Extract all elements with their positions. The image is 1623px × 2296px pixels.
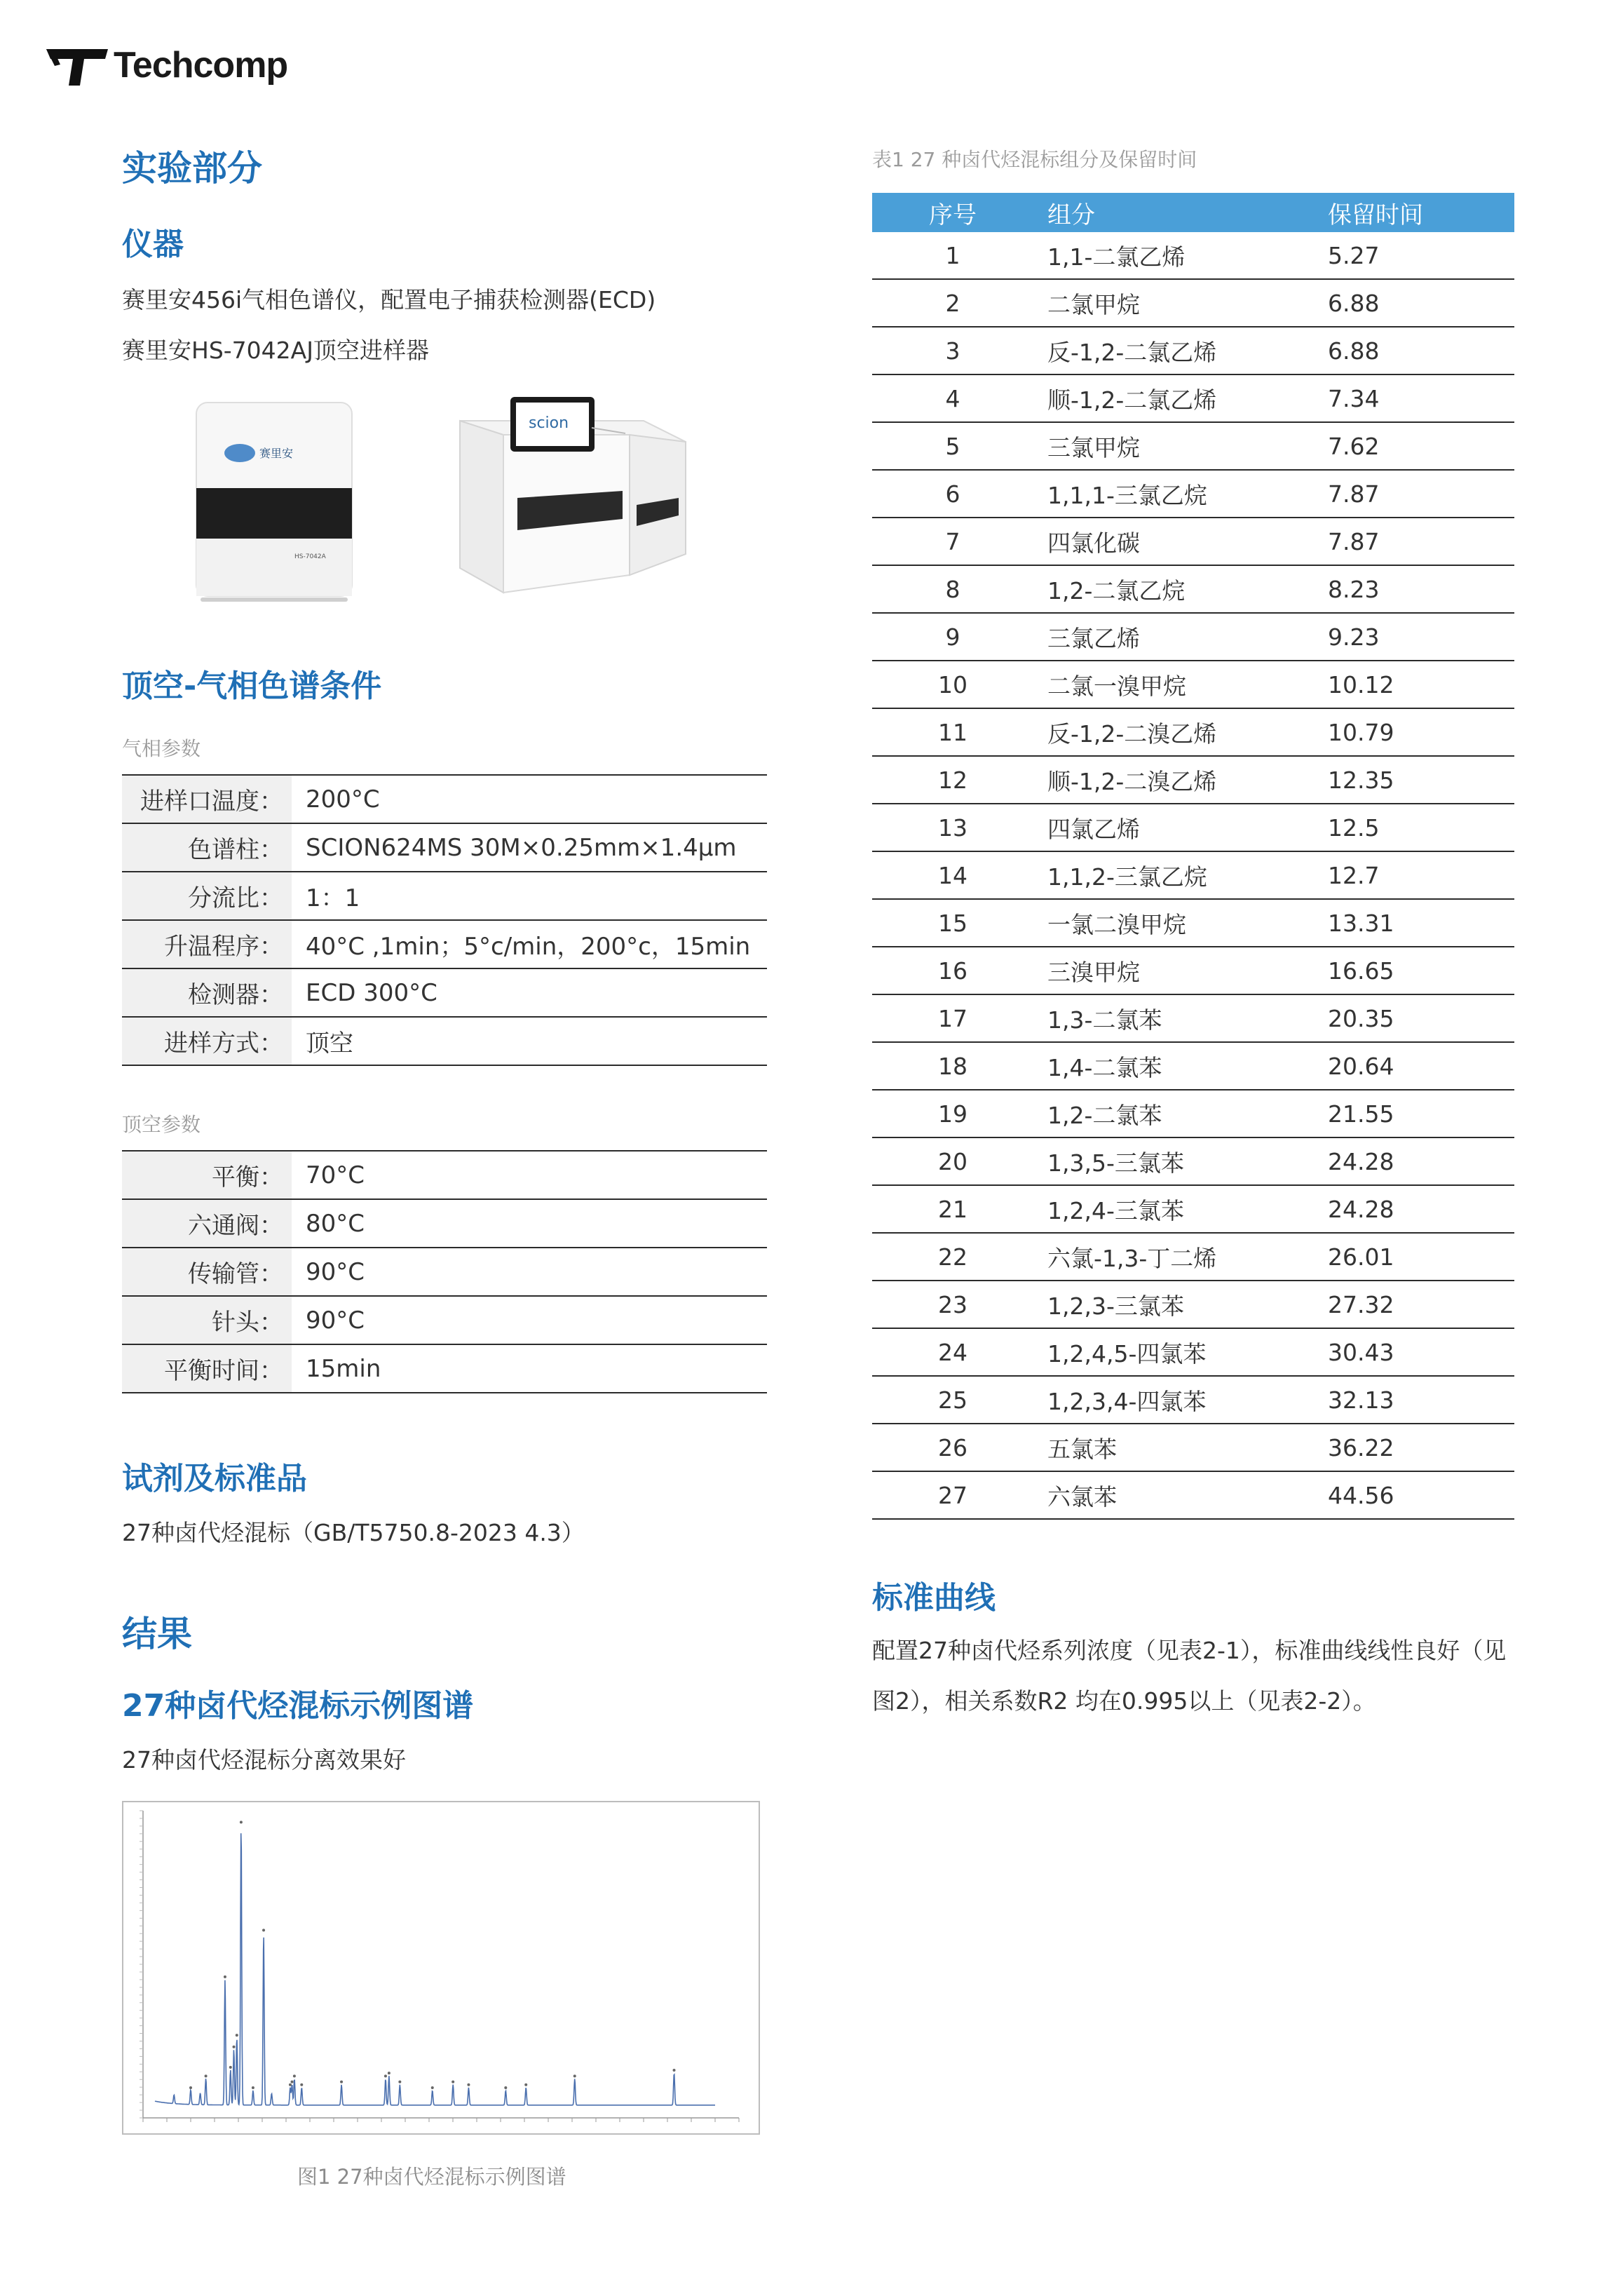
table-row <box>122 1199 767 1248</box>
cell-component: 1,3-二氯苯 <box>1033 994 1328 1042</box>
cell-component: 一氯二溴甲烷 <box>1033 899 1328 947</box>
cell-retention: 21.55 <box>1328 1090 1514 1137</box>
param-key: 传输管： <box>122 1248 292 1296</box>
header-retention: 保留时间 <box>1328 193 1514 232</box>
cell-component: 1,3,5-三氯苯 <box>1033 1137 1328 1185</box>
cell-component: 1,2,3-三氯苯 <box>1033 1281 1328 1328</box>
table-row <box>872 374 1514 422</box>
cell-component: 三氯乙烯 <box>1033 613 1328 661</box>
instrument-heading: 仪器 <box>122 227 184 262</box>
cell-index: 9 <box>872 613 1033 661</box>
cell-index: 24 <box>872 1328 1033 1376</box>
curve-line-1: 配置27种卤代烃系列浓度（见表2-1），标准曲线线性良好（见 <box>872 1637 1507 1664</box>
param-value: 90°C <box>292 1296 767 1344</box>
cell-component: 1,1,2-三氯乙烷 <box>1033 851 1328 899</box>
reagent-text: 27种卤代烃混标（GB/T5750.8-2023 4.3） <box>122 1519 585 1546</box>
table-row <box>872 947 1514 994</box>
cell-component: 顺-1,2-二氯乙烯 <box>1033 374 1328 422</box>
cell-index: 12 <box>872 756 1033 804</box>
param-key: 分流比： <box>122 872 292 920</box>
cell-component: 1,1,1-三氯乙烷 <box>1033 470 1328 518</box>
table-row <box>872 565 1514 613</box>
cell-retention: 10.12 <box>1328 661 1514 708</box>
table-row <box>872 851 1514 899</box>
table-row <box>872 661 1514 708</box>
peak-marker <box>229 2066 232 2069</box>
cell-retention: 24.28 <box>1328 1185 1514 1233</box>
table-row <box>872 804 1514 851</box>
peak-marker <box>205 2074 208 2077</box>
peak-marker <box>236 2034 238 2037</box>
cell-component: 1,2-二氯乙烷 <box>1033 565 1328 613</box>
table-row <box>122 872 767 920</box>
cell-retention: 7.87 <box>1328 470 1514 518</box>
cell-index: 8 <box>872 565 1033 613</box>
peak-marker <box>431 2086 434 2089</box>
cell-index: 17 <box>872 994 1033 1042</box>
table-row <box>122 775 767 823</box>
cell-index: 22 <box>872 1233 1033 1281</box>
conditions-heading: 顶空-气相色谱条件 <box>122 668 382 704</box>
cell-component: 1,2,4,5-四氯苯 <box>1033 1328 1328 1376</box>
instrument-line-2: 赛里安HS-7042AJ顶空进样器 <box>122 337 429 364</box>
gas-chromatograph-image <box>454 393 693 603</box>
cell-component: 二氯一溴甲烷 <box>1033 661 1328 708</box>
cell-index: 27 <box>872 1471 1033 1519</box>
param-value: SCION624MS 30M×0.25mm×1.4μm <box>292 823 767 872</box>
cell-component: 四氯化碳 <box>1033 518 1328 565</box>
peak-marker <box>573 2074 576 2077</box>
cell-retention: 12.5 <box>1328 804 1514 851</box>
table-row <box>872 518 1514 565</box>
table-row <box>872 1042 1514 1090</box>
cell-index: 26 <box>872 1424 1033 1471</box>
table-row <box>872 708 1514 756</box>
cell-component: 1,2,4-三氯苯 <box>1033 1185 1328 1233</box>
cell-index: 5 <box>872 422 1033 470</box>
cell-retention: 8.23 <box>1328 565 1514 613</box>
cell-component: 1,2-二氯苯 <box>1033 1090 1328 1137</box>
table-row <box>122 1017 767 1065</box>
peak-marker <box>384 2074 387 2077</box>
param-value: 40°C ,1min；5°c/min，200°c，15min <box>292 920 767 968</box>
peak-marker <box>504 2086 507 2089</box>
cell-component: 五氯苯 <box>1033 1424 1328 1471</box>
param-key: 进样口温度： <box>122 775 292 823</box>
peak-marker <box>467 2084 470 2086</box>
cell-retention: 6.88 <box>1328 327 1514 374</box>
cell-component: 1,4-二氯苯 <box>1033 1042 1328 1090</box>
cell-index: 18 <box>872 1042 1033 1090</box>
cell-index: 23 <box>872 1281 1033 1328</box>
cell-retention: 13.31 <box>1328 899 1514 947</box>
techcomp-logo-icon <box>45 43 109 87</box>
peak-marker <box>289 2084 292 2086</box>
peak-marker <box>189 2086 192 2089</box>
chromatogram-chart <box>122 1801 760 2135</box>
table-row <box>872 1090 1514 1137</box>
table-row <box>872 1281 1514 1328</box>
cell-retention: 5.27 <box>1328 232 1514 279</box>
table-row <box>872 1233 1514 1281</box>
param-key: 色谱柱： <box>122 823 292 872</box>
gc-brand-label: scion <box>529 414 569 432</box>
table-header-row <box>872 193 1514 232</box>
table-row <box>872 994 1514 1042</box>
table-row <box>122 823 767 872</box>
curve-heading: 标准曲线 <box>872 1580 996 1616</box>
cell-retention: 32.13 <box>1328 1376 1514 1424</box>
hs-params-label: 顶空参数 <box>122 1113 201 1136</box>
table-row <box>872 279 1514 327</box>
table-row <box>872 470 1514 518</box>
peak-marker <box>233 2046 236 2048</box>
cell-retention: 36.22 <box>1328 1424 1514 1471</box>
peak-marker <box>524 2084 527 2086</box>
param-key: 进样方式： <box>122 1017 292 1065</box>
curve-line-2: 图2），相关系数R2 均在0.995以上（见表2-2）。 <box>872 1687 1376 1715</box>
peak-marker <box>388 2072 391 2074</box>
param-value: 80°C <box>292 1199 767 1248</box>
table-row <box>872 1328 1514 1376</box>
peak-marker <box>398 2081 401 2084</box>
cell-retention: 12.7 <box>1328 851 1514 899</box>
param-key: 六通阀： <box>122 1199 292 1248</box>
cell-retention: 24.28 <box>1328 1137 1514 1185</box>
hs-params-table <box>122 1150 767 1393</box>
results-heading: 结果 <box>122 1614 192 1654</box>
table-row <box>872 327 1514 374</box>
param-value: 顶空 <box>292 1017 767 1065</box>
cell-retention: 7.87 <box>1328 518 1514 565</box>
cell-index: 2 <box>872 279 1033 327</box>
cell-index: 14 <box>872 851 1033 899</box>
retention-time-table <box>872 193 1514 1520</box>
cell-index: 21 <box>872 1185 1033 1233</box>
table-row <box>872 1471 1514 1519</box>
param-value: 200°C <box>292 775 767 823</box>
table-row <box>872 1376 1514 1424</box>
cell-retention: 27.32 <box>1328 1281 1514 1328</box>
cell-component: 1,1-二氯乙烯 <box>1033 232 1328 279</box>
cell-retention: 7.34 <box>1328 374 1514 422</box>
cell-index: 19 <box>872 1090 1033 1137</box>
param-value: 90°C <box>292 1248 767 1296</box>
cell-index: 20 <box>872 1137 1033 1185</box>
table-row <box>872 613 1514 661</box>
cell-component: 三氯甲烷 <box>1033 422 1328 470</box>
table-row <box>122 968 767 1017</box>
param-value: 70°C <box>292 1151 767 1199</box>
table-row <box>122 920 767 968</box>
peak-marker <box>252 2086 254 2089</box>
table-row <box>872 756 1514 804</box>
hs-model-label: HS-7042A <box>294 553 326 560</box>
cell-retention: 6.88 <box>1328 279 1514 327</box>
cell-index: 13 <box>872 804 1033 851</box>
cell-retention: 16.65 <box>1328 947 1514 994</box>
cell-component: 顺-1,2-二溴乙烯 <box>1033 756 1328 804</box>
peak-marker <box>291 2081 294 2084</box>
cell-index: 6 <box>872 470 1033 518</box>
peak-marker <box>262 1929 265 1931</box>
param-key: 针头： <box>122 1296 292 1344</box>
table-row <box>872 1137 1514 1185</box>
cell-retention: 10.79 <box>1328 708 1514 756</box>
gc-params-label: 气相参数 <box>122 737 201 760</box>
cell-retention: 26.01 <box>1328 1233 1514 1281</box>
cell-index: 3 <box>872 327 1033 374</box>
table-row <box>872 422 1514 470</box>
cell-component: 反-1,2-二氯乙烯 <box>1033 327 1328 374</box>
peak-marker <box>340 2081 343 2084</box>
cell-retention: 9.23 <box>1328 613 1514 661</box>
cell-index: 1 <box>872 232 1033 279</box>
peak-marker <box>300 2084 303 2086</box>
cell-index: 25 <box>872 1376 1033 1424</box>
param-value: 1：1 <box>292 872 767 920</box>
cell-component: 六氯苯 <box>1033 1471 1328 1519</box>
param-value: ECD 300°C <box>292 968 767 1017</box>
param-key: 升温程序： <box>122 920 292 968</box>
brand-name: Techcomp <box>114 45 288 86</box>
param-key: 平衡： <box>122 1151 292 1199</box>
cell-index: 16 <box>872 947 1033 994</box>
cell-index: 4 <box>872 374 1033 422</box>
cell-retention: 7.62 <box>1328 422 1514 470</box>
param-key: 检测器： <box>122 968 292 1017</box>
table-caption: 表1 27 种卤代烃混标组分及保留时间 <box>872 148 1197 171</box>
header-index: 序号 <box>872 193 1033 232</box>
table-row <box>122 1344 767 1393</box>
cell-index: 10 <box>872 661 1033 708</box>
section-experiment-title: 实验部分 <box>122 148 262 189</box>
table-row <box>872 1424 1514 1471</box>
brand-logo <box>45 43 287 87</box>
table-row <box>872 1185 1514 1233</box>
cell-component: 三溴甲烷 <box>1033 947 1328 994</box>
table-row <box>872 232 1514 279</box>
table-row <box>872 899 1514 947</box>
instrument-line-1: 赛里安456i气相色谱仪，配置电子捕获检测器(ECD) <box>122 286 656 313</box>
cell-retention: 12.35 <box>1328 756 1514 804</box>
header-component: 组分 <box>1033 193 1328 232</box>
table-row <box>122 1248 767 1296</box>
peak-marker <box>293 2074 296 2077</box>
cell-index: 15 <box>872 899 1033 947</box>
cell-index: 7 <box>872 518 1033 565</box>
hs-brand-label: 赛里安 <box>259 447 294 460</box>
param-key: 平衡时间： <box>122 1344 292 1393</box>
peak-marker <box>240 1821 243 1823</box>
param-value: 15min <box>292 1344 767 1393</box>
reagent-heading: 试剂及标准品 <box>122 1461 307 1497</box>
headspace-sampler-image <box>189 400 358 603</box>
chromatogram-heading: 27种卤代烃混标示例图谱 <box>122 1688 474 1724</box>
cell-component: 二氯甲烷 <box>1033 279 1328 327</box>
cell-component: 反-1,2-二溴乙烯 <box>1033 708 1328 756</box>
cell-retention: 20.35 <box>1328 994 1514 1042</box>
cell-retention: 30.43 <box>1328 1328 1514 1376</box>
cell-component: 六氯-1,3-丁二烯 <box>1033 1233 1328 1281</box>
cell-component: 四氯乙烯 <box>1033 804 1328 851</box>
peak-marker <box>451 2081 454 2084</box>
peak-marker <box>673 2069 676 2072</box>
table-row <box>122 1296 767 1344</box>
figure-caption: 图1 27种卤代烃混标示例图谱 <box>297 2165 566 2189</box>
cell-retention: 44.56 <box>1328 1471 1514 1519</box>
peak-marker <box>224 1976 226 1978</box>
cell-retention: 20.64 <box>1328 1042 1514 1090</box>
cell-index: 11 <box>872 708 1033 756</box>
chromatogram-text: 27种卤代烃混标分离效果好 <box>122 1746 406 1774</box>
gc-params-table <box>122 774 767 1066</box>
table-row <box>122 1151 767 1199</box>
cell-component: 1,2,3,4-四氯苯 <box>1033 1376 1328 1424</box>
